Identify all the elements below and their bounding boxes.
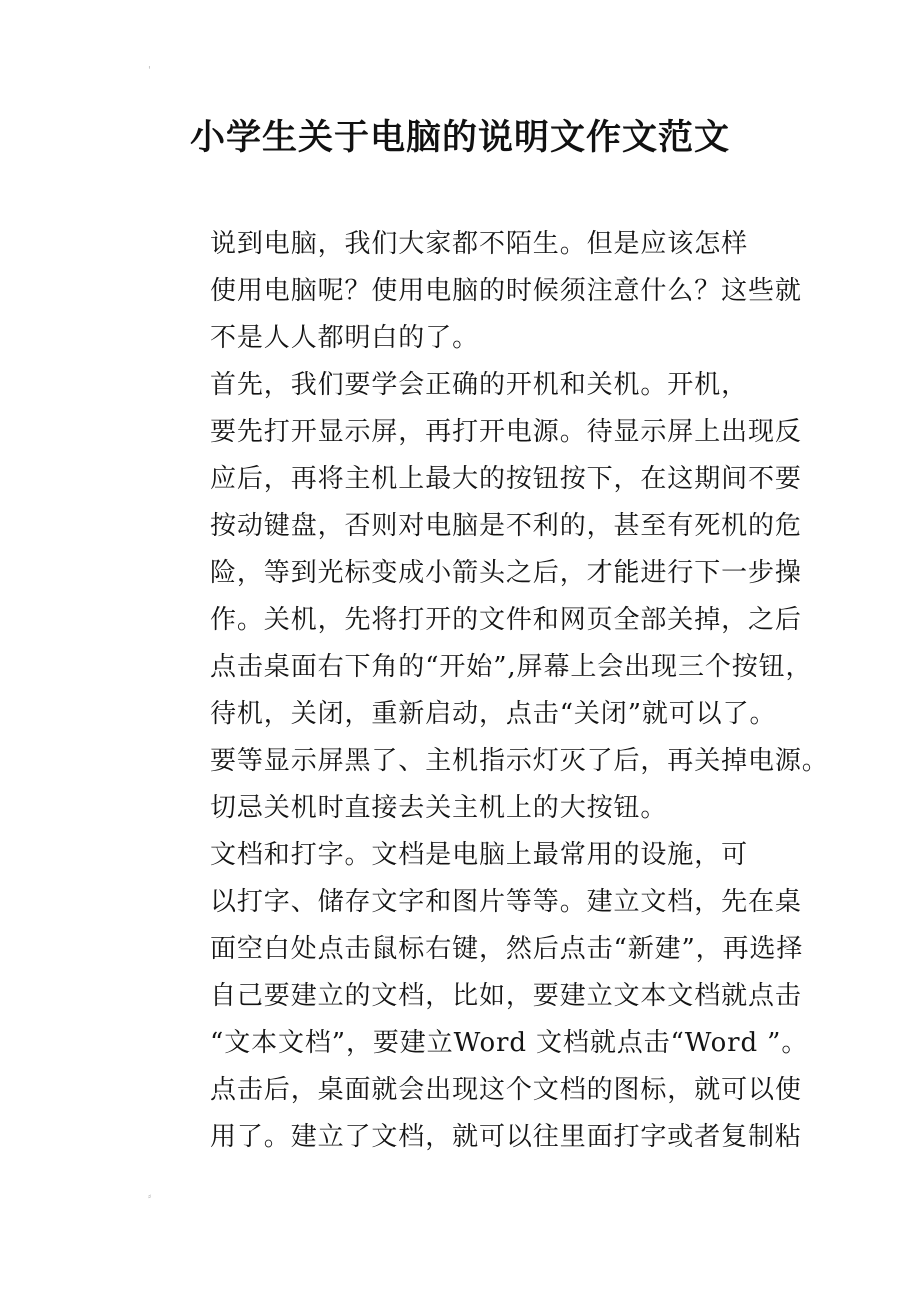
text-line: 点击后，桌面就会出现这个文档的图标，就可以使 <box>210 1075 802 1105</box>
paragraph-1 <box>154 221 802 362</box>
text-line: 要先打开显示屏，再打开电源。待显示屏上出现反 <box>210 417 802 447</box>
text-line: 应后，再将主机上最大的按钮按下，在这期间不要 <box>210 464 802 494</box>
text-line: 要等显示屏黑了、主机指示灯灭了后，再关掉电源。 <box>210 746 829 776</box>
document-title: 小学生关于电脑的说明文作文范文 <box>189 118 730 158</box>
text-line: 待机，关闭，重新启动，点击“关闭”就可以了。 <box>210 699 777 729</box>
text-line: 首先，我们要学会正确的开机和关机。开机， <box>210 370 749 400</box>
text-line: 面空白处点击鼠标右键，然后点击“新建”，再选择 <box>210 934 804 964</box>
text-line: 不是人人都明白的了。 <box>210 323 480 353</box>
corner-mark-bottom: ⸗ <box>148 1191 152 1202</box>
text-line: 按动键盘，否则对电脑是不利的，甚至有死机的危 <box>210 511 802 541</box>
text-line: 以打字、储存文字和图片等等。建立文档，先在桌 <box>210 887 802 917</box>
text-line: 点击桌面右下角的“开始”,屏幕上会出现三个按钮， <box>210 652 813 682</box>
paragraph-3 <box>154 832 809 1161</box>
text-line: 自己要建立的文档，比如，要建立文本文档就点击 <box>210 981 802 1011</box>
text-line: 用了。建立了文档，就可以往里面打字或者复制粘 <box>210 1122 802 1152</box>
paragraph-2 <box>154 362 829 832</box>
text-line: 险，等到光标变成小箭头之后，才能进行下一步操 <box>210 558 802 588</box>
document-body <box>154 221 829 1161</box>
text-line: 使用电脑呢？使用电脑的时候须注意什么？这些就 <box>210 276 802 306</box>
text-line: “文本文档”，要建立Word 文档就点击“Word ”。 <box>210 1028 809 1058</box>
text-line: 说到电脑，我们大家都不陌生。但是应该怎样 <box>210 229 749 259</box>
text-line: 切忌关机时直接去关主机上的大按钮。 <box>210 793 668 823</box>
corner-mark-top: ' <box>148 65 151 76</box>
text-line: 作。关机，先将打开的文件和网页全部关掉，之后 <box>210 605 802 635</box>
text-line: 文档和打字。文档是电脑上最常用的设施，可 <box>210 840 749 870</box>
